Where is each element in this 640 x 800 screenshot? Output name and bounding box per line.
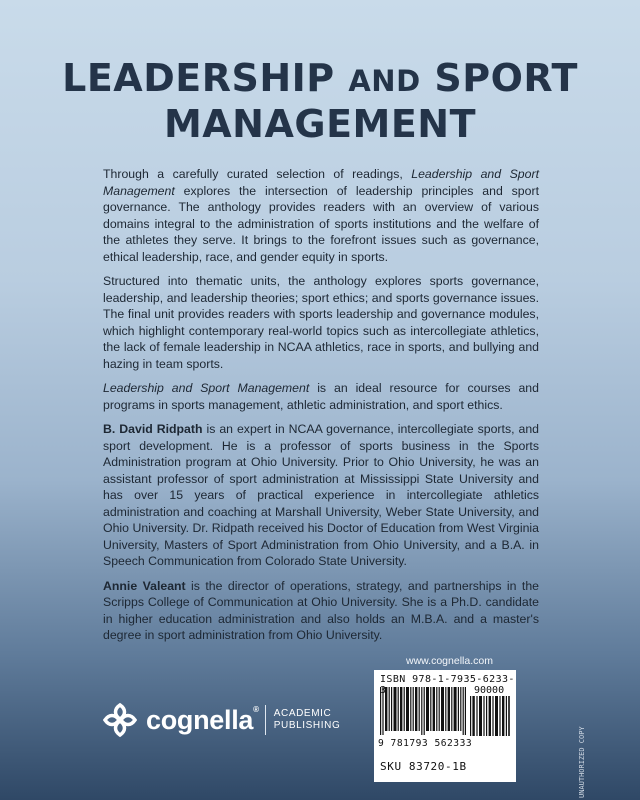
back-cover-text [103,166,539,652]
book-title-italic: Leadership and Sport Management [103,381,310,395]
book-title [0,58,640,146]
ean-barcode-icon [380,687,466,735]
author-name: B. David Ridpath [103,422,203,436]
title-word-and: AND [348,64,421,98]
title-line-2: MANAGEMENT [163,101,477,146]
publisher-url: www.cognella.com [406,655,493,667]
spine-copy-notice: UNAUTHORIZED COPY [578,726,586,798]
paragraph-intro: Through a carefully curated selection of readings, Leadership and Sport Management explores the intersection of leadership principles and sport governance. The anthology provides readers with an overview of various domains integral to the administration of sports institutions and the welfare of the athletes they serve. It brings to the forefront issues such as governance, ethical leadership, race, and gender equity in sports. [103,167,539,264]
sku-text: SKU 83720-1B [380,760,467,773]
paragraph-resource: Leadership and Sport Management is an ideal resource for courses and programs in sports management, athletic administration, and sport ethics. [103,381,539,412]
academic-publishing-label: ACADEMIC PUBLISHING [273,708,341,731]
paragraph-author-ridpath: B. David Ridpath is an expert in NCAA governance, intercollegiate sports, and sport development. He is a professor of sports business in the Sports Administration program at Ohio University. Prior to Ohio University, he was an assistant professor of sport administration at Mississippi State University and has over 15 years of practical experience in intercollegiate athletics administration and coaching at Marshall University, Weber State University, and Ohio University. Dr. Ridpath received his Doctor of Education from West Virginia University, Masters of Sport Administration from Ohio University, and a B.A. in Speech Communication from Colorado State University. [103,422,539,568]
title-word-sport: SPORT [434,56,578,100]
barcode-panel [374,670,516,782]
author-name: Annie Valeant [103,578,186,593]
book-title-italic: Leadership and Sport Management [103,167,539,198]
publisher-logo [100,700,340,740]
title-word-leadership: LEADERSHIP [62,56,335,100]
publisher-name: cognella® [146,704,259,735]
price-code: 90000 [474,685,505,696]
isbn-text: ISBN 978-1-7935-6233- [380,674,515,685]
addon-barcode-icon [470,696,510,736]
cognella-logo-icon [100,700,140,740]
title-line-1 [0,58,640,100]
paragraph-author-valeant: Annie Valeant is the director of operations, strategy, and partnerships in the Scripps College of Communication at Ohio University. She is a Ph.D. candidate in higher education administration and also holds an M.B.A. and a master's degree in sport administration from Ohio University. [103,578,539,642]
paragraph-structure: Structured into thematic units, the anthology explores sports governance, leadership, and leadership theories; sport ethics; and sports governance issues. The final unit provides readers with sports leadership and governance modules, which highlight contemporary real-world topics such as intercollegiate athletics, the lack of female leadership in NCAA athletics, race in sports, and bullying and hazing in team sports. [103,274,539,371]
ean-number: 9 781793 562333 [378,738,473,749]
logo-divider [265,705,266,735]
